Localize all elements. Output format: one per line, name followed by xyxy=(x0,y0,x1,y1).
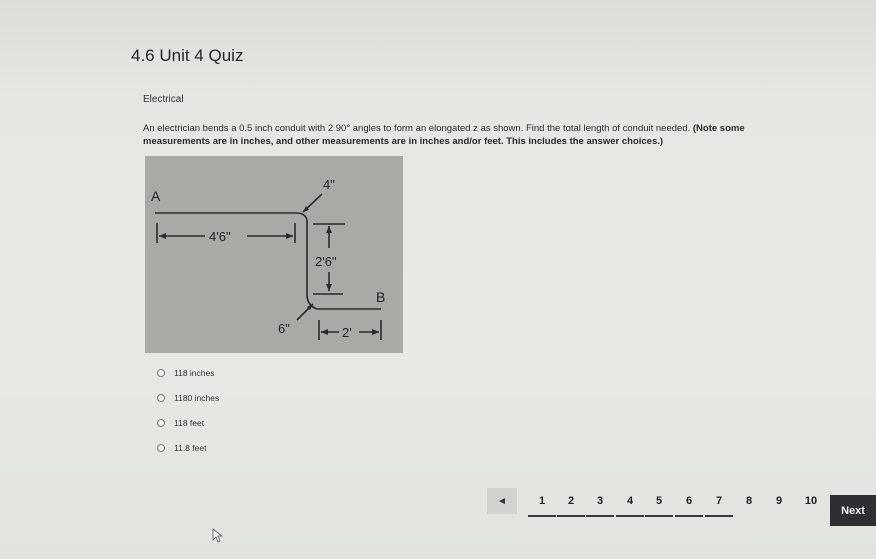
radio-button[interactable] xyxy=(157,394,165,402)
quiz-title: 4.6 Unit 4 Quiz xyxy=(131,46,244,65)
conduit-diagram xyxy=(145,156,403,353)
page-number-8[interactable]: 8 xyxy=(745,495,753,507)
page-number-9[interactable]: 9 xyxy=(775,495,783,507)
previous-page-button[interactable] xyxy=(487,488,517,514)
answer-choice[interactable] xyxy=(157,391,219,404)
answer-choice[interactable] xyxy=(157,441,219,454)
radio-button[interactable] xyxy=(157,419,165,427)
page-number-6[interactable]: 6 xyxy=(675,488,703,514)
diagram-label-b: B xyxy=(376,289,386,305)
next-button[interactable]: Next xyxy=(830,495,876,526)
question-body: An electrician bends a 0.5 inch conduit with 2 90° angles to form an elongated z as shown. Find the total length of conduit needed. xyxy=(143,123,691,134)
radio-button[interactable] xyxy=(157,369,165,377)
dimension-bend-top: 4" xyxy=(323,177,335,192)
page-number-2[interactable]: 2 xyxy=(557,488,585,514)
answer-choice-label: 118 inches xyxy=(174,367,215,378)
mouse-cursor-icon xyxy=(212,528,224,544)
answer-choice-label: 1180 inches xyxy=(174,392,220,403)
answer-choice-label: 11.8 feet xyxy=(174,442,207,453)
page-number-10[interactable]: 10 xyxy=(804,495,818,507)
page-number-3[interactable]: 3 xyxy=(586,488,614,514)
page-number-5[interactable]: 5 xyxy=(645,488,673,514)
answer-choice[interactable] xyxy=(157,416,219,429)
dimension-top-segment: 4'6" xyxy=(209,229,231,244)
answer-choice[interactable] xyxy=(157,366,219,379)
answer-choices xyxy=(157,366,219,466)
radio-button[interactable] xyxy=(157,444,165,452)
page-number-1[interactable]: 1 xyxy=(528,488,556,514)
question-text xyxy=(143,122,783,148)
dimension-bend-bottom: 6" xyxy=(278,321,290,336)
caret-left-icon: ◄ xyxy=(497,495,507,507)
page-number-7-current[interactable]: 7 xyxy=(705,488,733,514)
diagram-label-a: A xyxy=(151,188,161,204)
dimension-bottom-segment: 2' xyxy=(342,325,352,340)
question-category: Electrical xyxy=(143,94,184,105)
page-number-4[interactable]: 4 xyxy=(616,488,644,514)
dimension-vertical: 2'6" xyxy=(315,254,337,269)
answer-choice-label: 118 feet xyxy=(174,417,205,428)
question-note: (Note some measurements are in inches, and other measurements are in inches and/or feet. This includes the answer choices.) xyxy=(143,123,745,147)
